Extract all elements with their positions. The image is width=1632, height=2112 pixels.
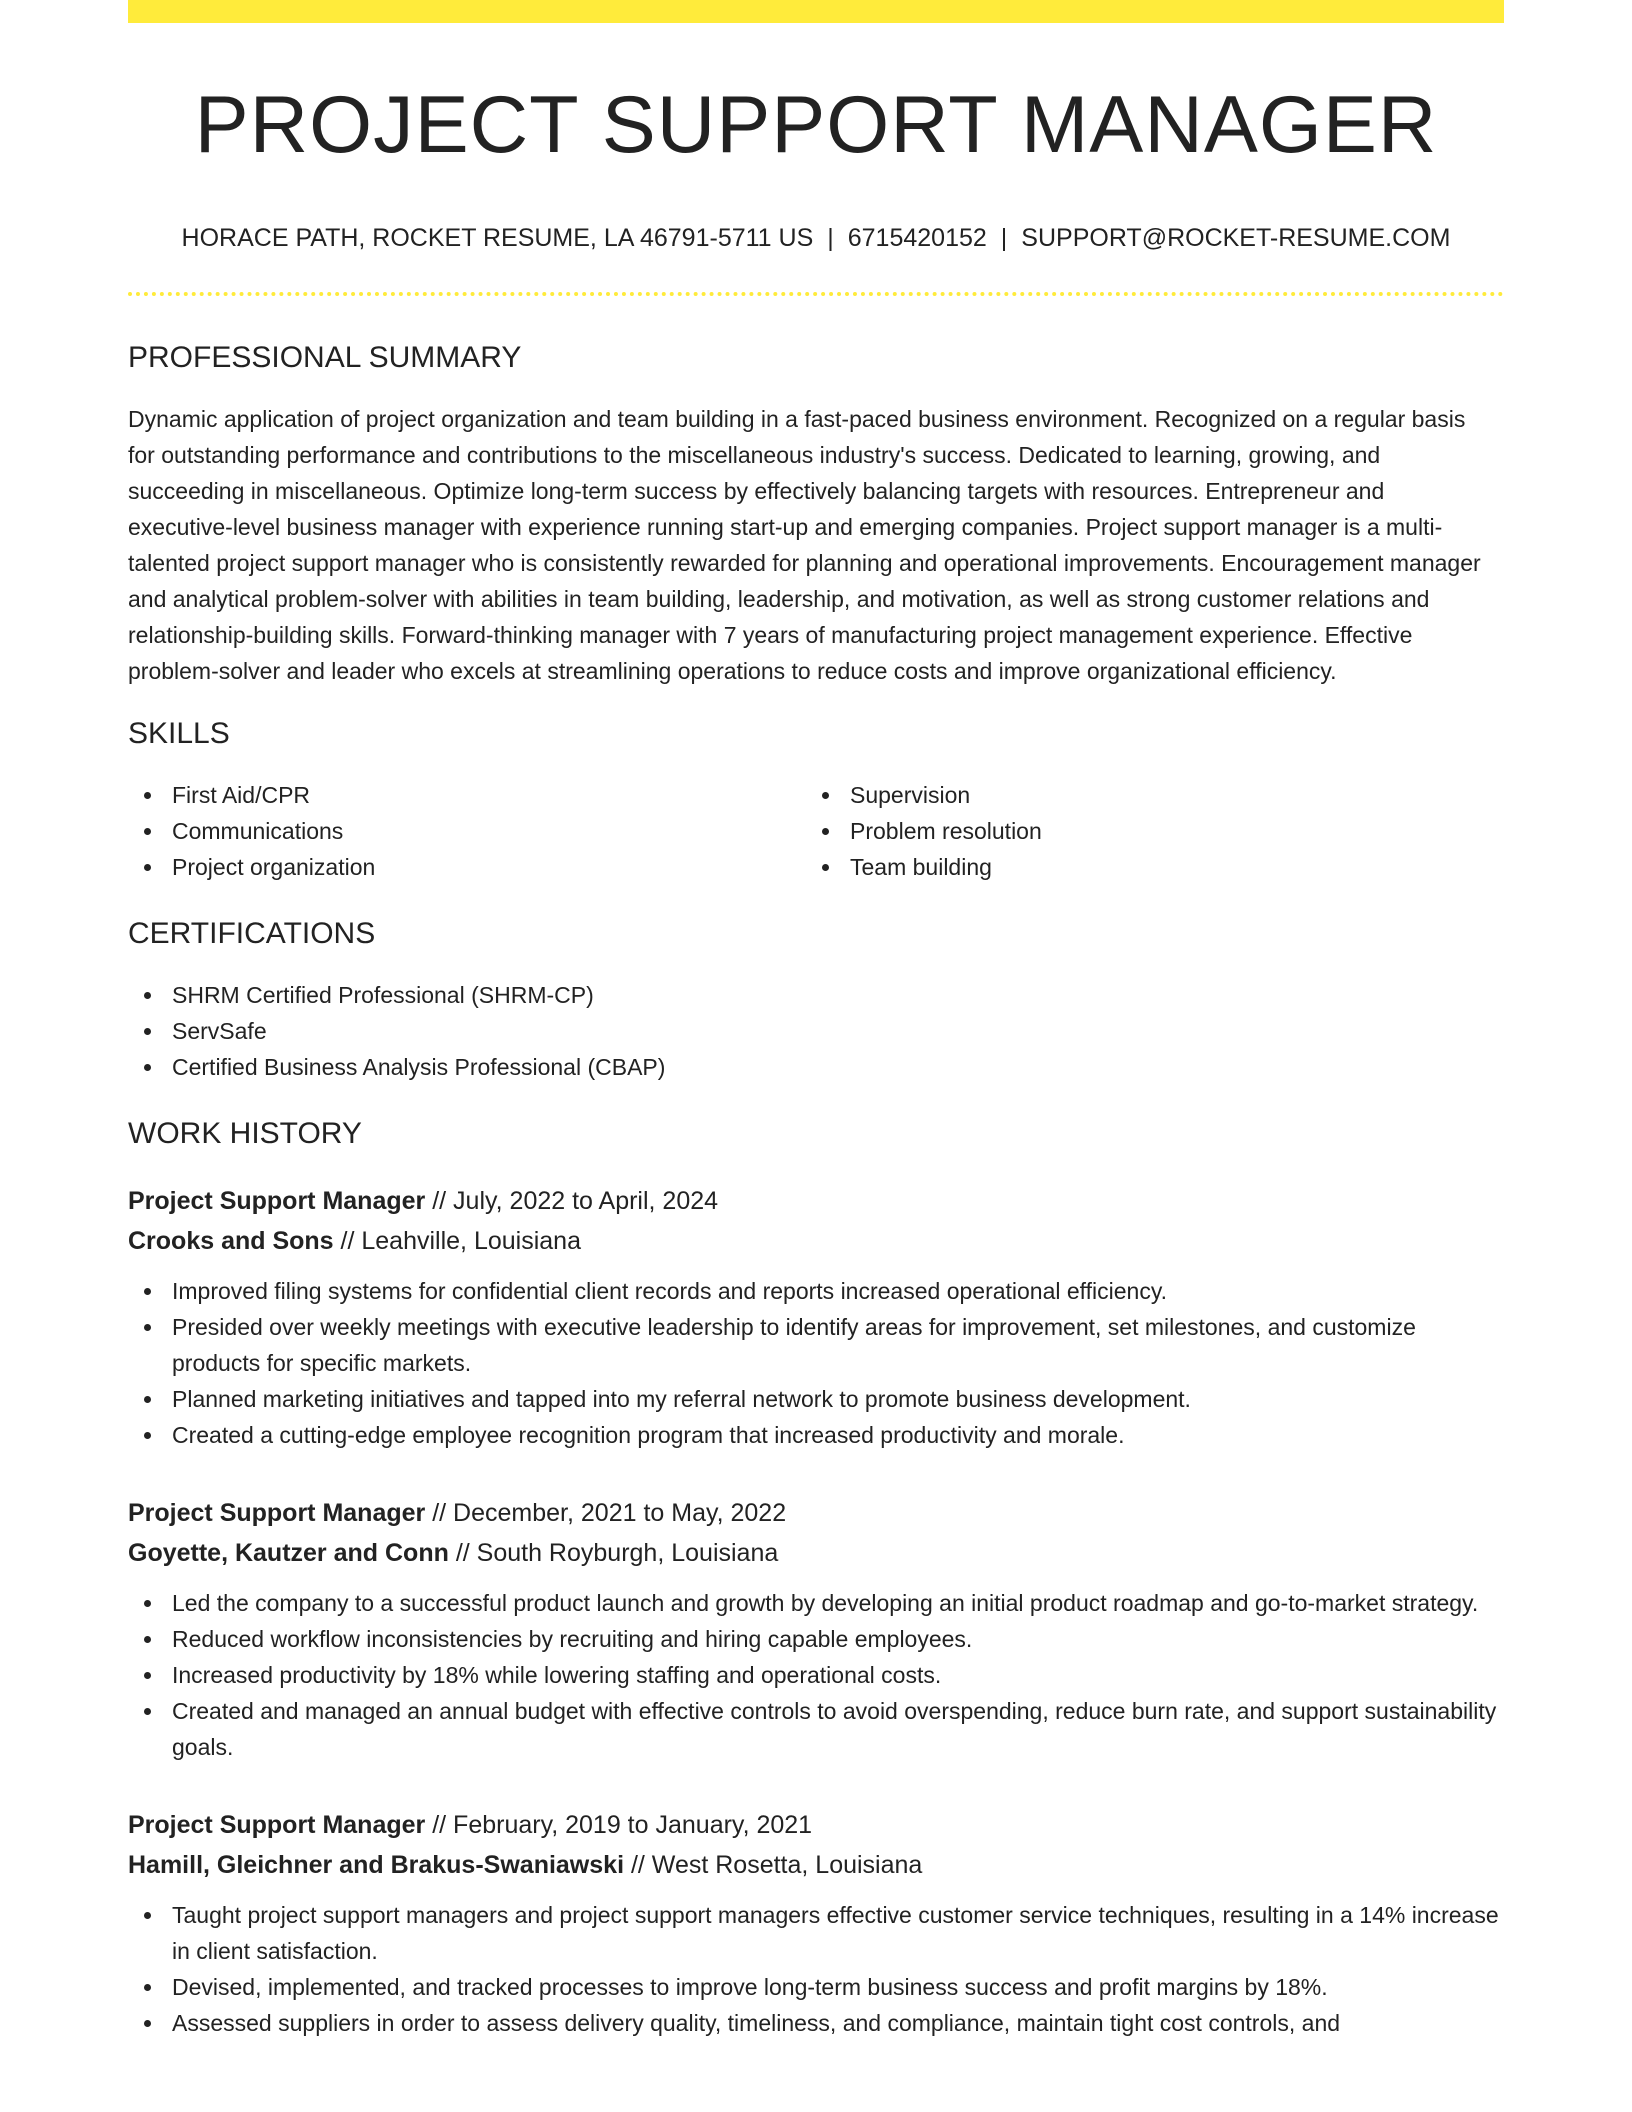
certification-item: ServSafe xyxy=(128,1013,1504,1049)
certifications-list xyxy=(128,977,1504,1085)
job-dates: // February, 2019 to January, 2021 xyxy=(425,1811,813,1839)
job-title: Project Support Manager xyxy=(128,1187,426,1215)
job-bullet: Presided over weekly meetings with executive leadership to identify areas for improvement, set milestones, and customize products for specific markets. xyxy=(128,1309,1504,1381)
contact-address: HORACE PATH, ROCKET RESUME, LA 46791-5711 US xyxy=(181,224,814,252)
job-company-line xyxy=(128,1845,1504,1885)
job-location: // South Royburgh, Louisiana xyxy=(448,1539,779,1567)
job-dates: // December, 2021 to May, 2022 xyxy=(425,1499,787,1527)
job-bullet: Assessed suppliers in order to assess delivery quality, timeliness, and compliance, maintain tight cost controls, and xyxy=(128,2005,1504,2041)
certification-item: SHRM Certified Professional (SHRM-CP) xyxy=(128,977,1504,1013)
dotted-divider xyxy=(128,292,1504,296)
skills-list-left xyxy=(128,777,806,885)
job-location: // West Rosetta, Louisiana xyxy=(624,1851,923,1879)
job-bullet: Increased productivity by 18% while lowering staffing and operational costs. xyxy=(128,1657,1504,1693)
job-bullet: Improved filing systems for confidential client records and reports increased operational efficiency. xyxy=(128,1273,1504,1309)
job-company-line xyxy=(128,1533,1504,1573)
skill-item: Problem resolution xyxy=(806,813,1484,849)
resume-title: PROJECT SUPPORT MANAGER xyxy=(194,80,1438,170)
job-title: Project Support Manager xyxy=(128,1499,426,1527)
contact-line xyxy=(128,226,1504,251)
skills-grid xyxy=(128,777,1504,885)
job-title-line xyxy=(128,1805,1504,1845)
job-bullet: Created and managed an annual budget with effective controls to avoid overspending, reduce burn rate, and support sustainability goals. xyxy=(128,1693,1504,1765)
skill-item: Project organization xyxy=(128,849,806,885)
job-entry xyxy=(128,1493,1504,1765)
summary-text: Dynamic application of project organization and team building in a fast-paced business environment. Recognized on a regular basis for outstanding performance and contributions to the miscellaneous industry's success. Dedicated to learning, growing, and succeeding in miscellaneous. Optimize long-term success by effectively balancing targets with resources. Entrepreneur and executive-level business manager with experience running start-up and emerging companies. Project support manager is a multi-talented project support manager who is consistently rewarded for planning and operational improvements. Encouragement manager and analytical problem-solver with abilities in team building, leadership, and motivation, as well as strong customer relations and relationship-building skills. Forward-thinking manager with 7 years of manufacturing project management experience. Effective problem-solver and leader who excels at streamlining operations to reduce costs and improve organizational efficiency. xyxy=(128,406,1481,684)
job-title-line xyxy=(128,1181,1504,1221)
skill-item: First Aid/CPR xyxy=(128,777,806,813)
accent-top-bar xyxy=(128,0,1504,23)
job-bullet: Devised, implemented, and tracked processes to improve long-term business success and profit margins by 18%. xyxy=(128,1969,1504,2005)
job-company: Hamill, Gleichner and Brakus-Swaniawski xyxy=(128,1851,625,1879)
job-entry xyxy=(128,1181,1504,1453)
job-bullet: Taught project support managers and project support managers effective customer service techniques, resulting in a 14% increase in client satisfaction. xyxy=(128,1897,1504,1969)
section-heading-work-history: WORK HISTORY xyxy=(128,1117,362,1150)
section-heading-certifications: CERTIFICATIONS xyxy=(128,917,376,950)
job-bullet: Created a cutting-edge employee recognition program that increased productivity and morale. xyxy=(128,1417,1504,1453)
job-bullet: Planned marketing initiatives and tapped into my referral network to promote business development. xyxy=(128,1381,1504,1417)
contact-separator: | xyxy=(1000,224,1008,252)
skill-item: Communications xyxy=(128,813,806,849)
job-company: Goyette, Kautzer and Conn xyxy=(128,1539,449,1567)
job-title: Project Support Manager xyxy=(128,1811,426,1839)
contact-separator: | xyxy=(827,224,834,252)
job-bullet: Reduced workflow inconsistencies by recruiting and hiring capable employees. xyxy=(128,1621,1504,1657)
job-bullet-list xyxy=(128,1273,1504,1453)
job-entry xyxy=(128,1805,1504,2041)
job-dates: // July, 2022 to April, 2024 xyxy=(425,1187,719,1215)
job-title-line xyxy=(128,1493,1504,1533)
job-bullet-list xyxy=(128,1585,1504,1765)
job-company: Crooks and Sons xyxy=(128,1227,334,1255)
resume-page xyxy=(128,0,1504,2041)
skill-item: Supervision xyxy=(806,777,1484,813)
job-company-line xyxy=(128,1221,1504,1261)
skills-list-right xyxy=(806,777,1484,885)
section-heading-skills: SKILLS xyxy=(128,717,230,750)
job-location: // Leahville, Louisiana xyxy=(333,1227,581,1255)
job-bullet: Led the company to a successful product launch and growth by developing an initial product roadmap and go-to-market strategy. xyxy=(128,1585,1504,1621)
certification-item: Certified Business Analysis Professional (CBAP) xyxy=(128,1049,1504,1085)
job-bullet-list xyxy=(128,1897,1504,2041)
contact-phone: 6715420152 xyxy=(847,224,987,252)
contact-email: SUPPORT@ROCKET-RESUME.COM xyxy=(1021,224,1451,252)
section-heading-summary: PROFESSIONAL SUMMARY xyxy=(128,341,522,374)
skill-item: Team building xyxy=(806,849,1484,885)
